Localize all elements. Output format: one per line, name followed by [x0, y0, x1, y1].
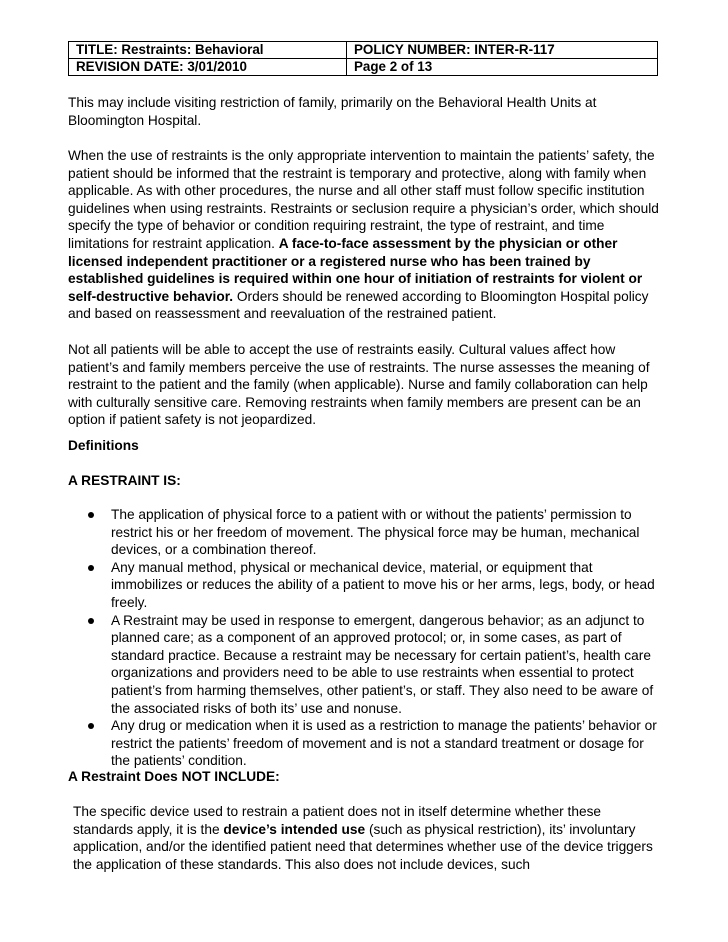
- bullet-icon: [88, 618, 94, 624]
- header-row: [69, 42, 658, 59]
- restraint-use-paragraph: [68, 147, 663, 323]
- bullet-icon: [88, 512, 94, 518]
- list-item-text: Any drug or medication when it is used as a restriction to manage the patients’ behavior or restrict the patients’ freedom of movement and is not a standard treatment or dosage for the patients’ condition.: [111, 718, 657, 769]
- bullet-icon: [88, 723, 94, 729]
- cultural-values-paragraph: Not all patients will be able to accept the use of restraints easily. Cultural values affect how patient’s and family members perceive the use of restraints. The nurse assesses the meaning of restraint to the patient and the family (when applicable). Nurse and family collaboration can help with culturally sensitive care. Removing restraints when family members are present can be an option if patient safety is not jeopardized.: [68, 342, 650, 428]
- list-item: [68, 559, 664, 612]
- policy-number: POLICY NUMBER: INTER-R-117: [347, 42, 658, 59]
- paragraph-text: When the use of restraints is the only appropriate intervention to maintain the patients’ safety, the patient should be informed that the restraint is temporary and protective, along with family when applicable. As with other procedures, the nurse and all other staff must follow specific institution guidelines when using restraints. Restraints or seclusion require a physician’s order, which should specify the type of behavior or condition requiring restraint, the type of restraint, and time limitations for restraint application.: [68, 148, 659, 251]
- device-use-paragraph: [73, 803, 663, 873]
- header-row: [69, 59, 658, 76]
- list-item-text: The application of physical force to a patient with or without the patients’ permission to restrict his or her freedom of movement. The physical force may be human, mechanical devices, or a combination thereof.: [111, 507, 640, 558]
- paragraph-text: The specific device used to restrain a patient does not in itself determine whether these standards apply, it is the: [73, 804, 602, 837]
- list-item: [68, 506, 664, 559]
- paragraph-text: Orders should be renewed according to Bloomington Hospital policy and based on reassessment and reevaluation of the restrained patient.: [68, 288, 649, 322]
- paragraph-text: (such as physical restriction), its’ involuntary application, and/or the identified patient need that determines whether use of the device triggers the application of these standards. This also does not include devices, such: [73, 821, 653, 872]
- list-item-text: Any manual method, physical or mechanical device, material, or equipment that immobilizes or reduces the ability of a patient to move his or her arms, legs, body, or head freely.: [111, 559, 655, 610]
- list-item: [68, 717, 664, 770]
- list-item: [68, 612, 664, 718]
- assessment-requirement-bold: A face-to-face assessment by the physician or other licensed independent practitioner or a registered nurse who has been trained by established guidelines is required within one hour of initiation of restraints for violent or self-destructive behavior.: [68, 235, 643, 304]
- restraint-is-list: [68, 506, 664, 770]
- not-include-heading: A Restraint Does NOT INCLUDE:: [68, 769, 280, 784]
- revision-date: REVISION DATE: 3/01/2010: [69, 59, 347, 76]
- intended-use-bold: device’s intended use: [223, 821, 366, 837]
- definitions-heading: Definitions: [68, 438, 139, 453]
- bullet-icon: [88, 565, 94, 571]
- intro-paragraph: This may include visiting restriction of family, primarily on the Behavioral Health Units at Bloomington Hospital.: [68, 95, 597, 128]
- policy-title: TITLE: Restraints: Behavioral: [69, 42, 347, 59]
- restraint-is-heading: A RESTRAINT IS:: [68, 473, 181, 488]
- page-number: Page 2 of 13: [347, 59, 658, 76]
- list-item-text: A Restraint may be used in response to emergent, dangerous behavior; as an adjunct to planned care; as a component of an approved protocol; or, in some cases, as part of standard practice. Because a restraint may be necessary for certain patient’s, health care organizations and providers need to be able to use restraints when essential to protect patient’s from harming themselves, other patient’s, or staff. They also need to be aware of the associated risks of both its’ use and nonuse.: [111, 612, 654, 716]
- policy-header-table: [68, 41, 658, 76]
